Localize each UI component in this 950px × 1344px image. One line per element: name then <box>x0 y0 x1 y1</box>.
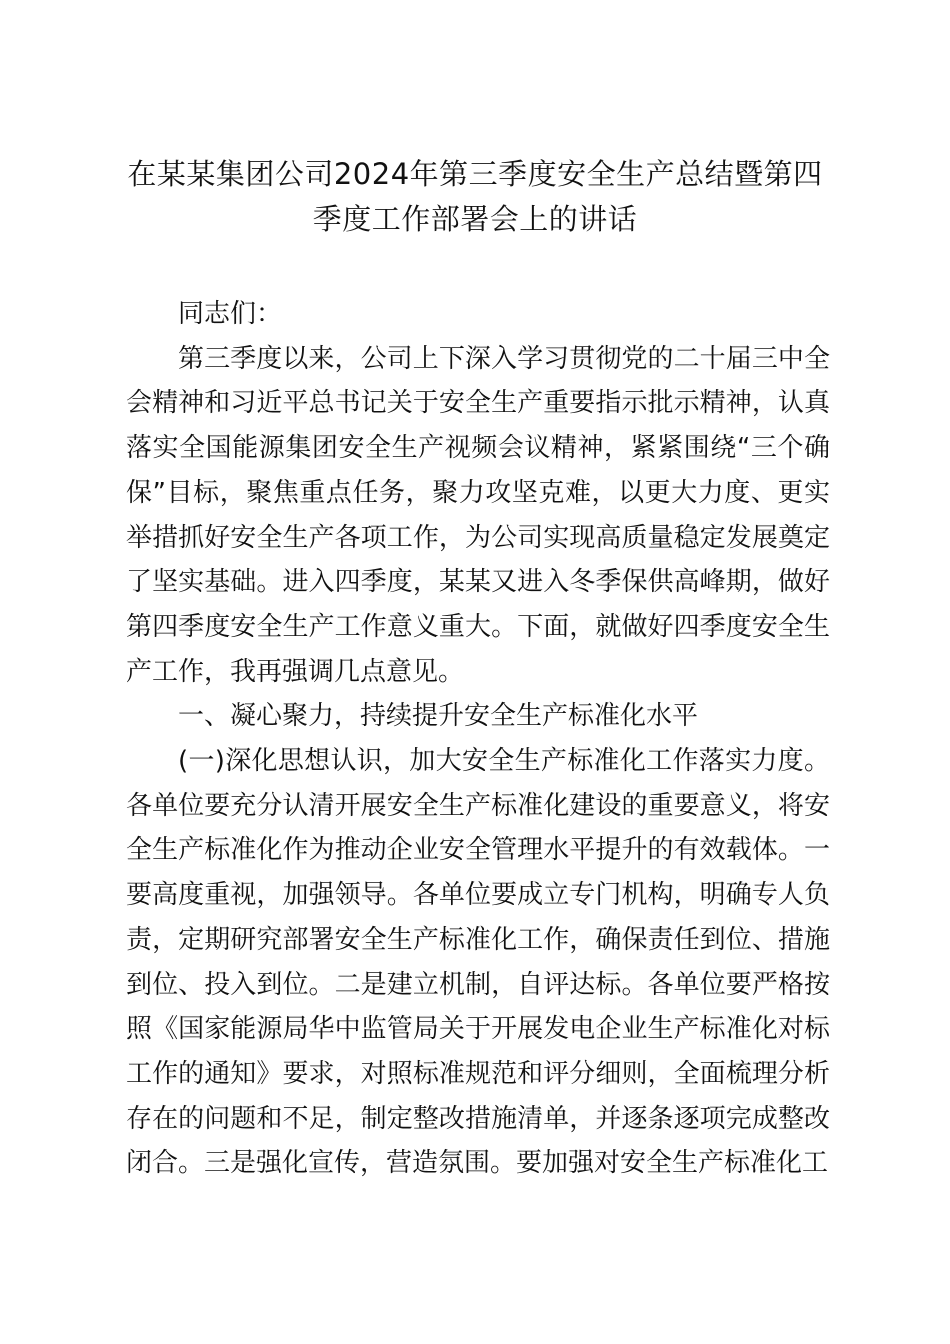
paragraph-subsection-1: (一)深化思想认识，加大安全生产标准化工作落实力度。各单位要充分认清开展安全生产标准化建设的重要意义，将安全生产标准化作为推动企业安全管理水平提升的有效载体。一要高度重视，加强领导。各单位要成立专门机构，明确专人负责，定期研究部署安全生产标准化工作，确保责任到位、措施到位、投入到位。二是建立机制，自评达标。各单位要严格按照《国家能源局华中监管局关于开展发电企业生产标准化对标工作的通知》要求，对照标准规范和评分细则，全面梳理分析存在的问题和不足，制定整改措施清单，并逐条逐项完成整改闭合。三是强化宣传，营造氛围。要加强对安全生产标准化工 <box>126 746 830 1179</box>
salutation: 同志们： <box>178 299 283 329</box>
document-body <box>126 292 830 1186</box>
section-heading-1: 一、凝心聚力，持续提升安全生产标准化水平 <box>178 701 699 732</box>
paragraph-intro: 第三季度以来，公司上下深入学习贯彻党的二十届三中全会精神和习近平总书记关于安全生产重要指示批示精神，认真落实全国能源集团安全生产视频会议精神，紧紧围绕“三个确保”目标，聚焦重点任务，聚力攻坚克难，以更大力度、更实举措抓好安全生产各项工作，为公司实现高质量稳定发展奠定了坚实基础。进入四季度，某某又进入冬季保供高峰期，做好第四季度安全生产工作意义重大。下面，就做好四季度安全生产工作，我再强调几点意见。 <box>126 343 830 687</box>
document-title: 在某某集团公司2024年第三季度安全生产总结暨第四季度工作部署会上的讲话 <box>127 157 823 236</box>
